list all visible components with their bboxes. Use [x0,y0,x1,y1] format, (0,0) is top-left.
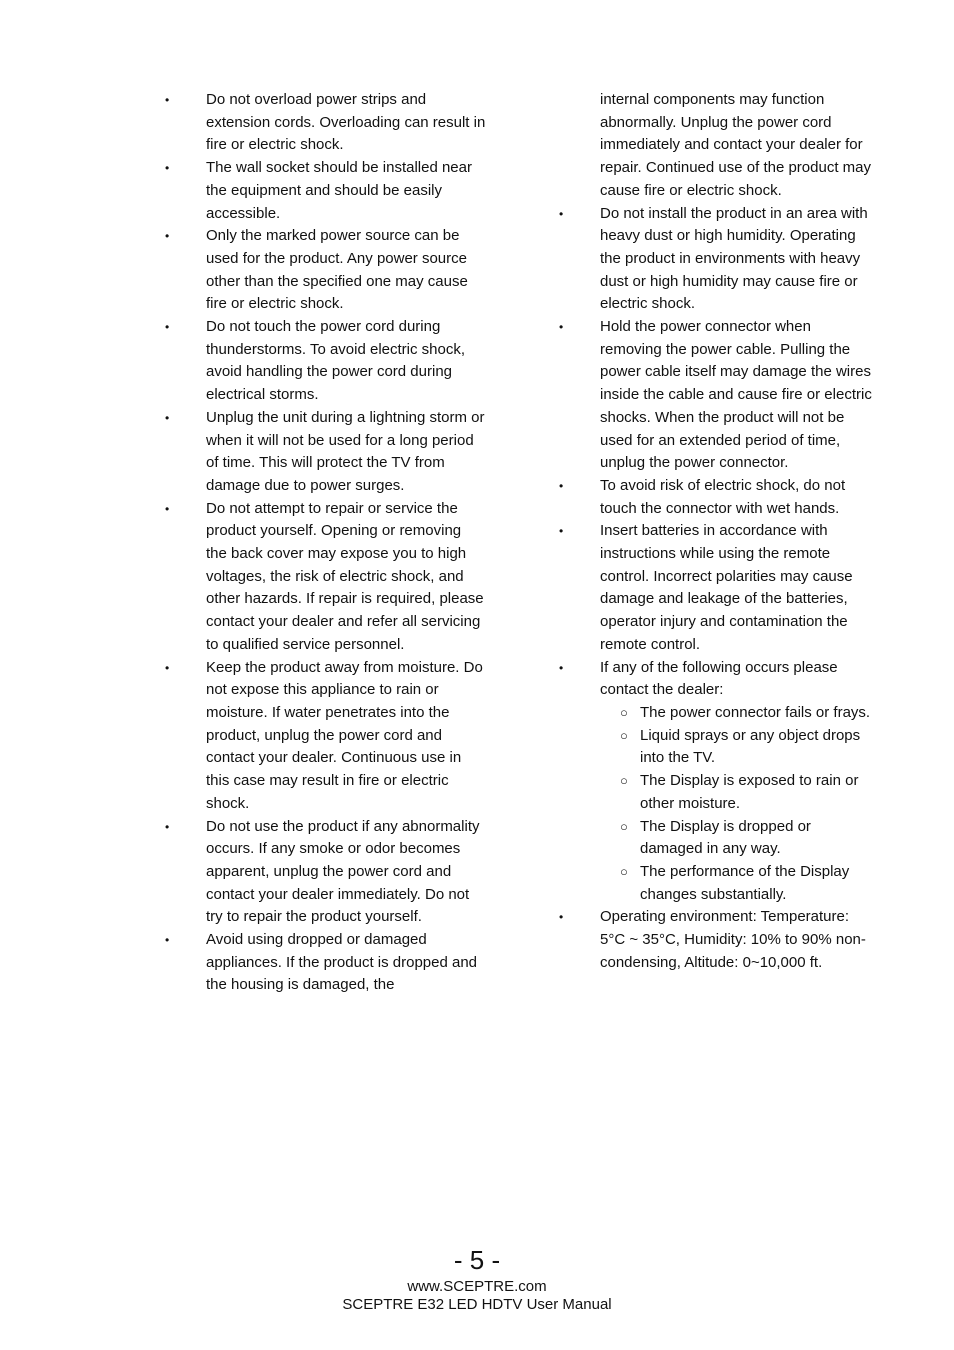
bullet-icon: • [559,910,564,925]
right-column [558,89,876,974]
list-item: • Do not touch the power cord during thunderstorms. To avoid electric shock, avoid handling the power cord during electrical storms. [165,318,466,404]
safety-list-right [558,89,876,702]
bullet-icon: • [165,501,170,516]
page-number: - 5 - [453,1245,501,1275]
bullet-icon: • [165,410,170,425]
safety-list-left [164,89,486,997]
bullet-icon: • [559,524,564,539]
list-item: • Only the marked power source can be used for the product. Any power source other than the specified one may cause fire or electric shock. [165,227,468,313]
sub-list-item: ○ The performance of the Display changes substantially. [620,862,850,903]
sub-list-item: ○ The Display is dropped or damaged in any way. [620,817,811,858]
bullet-icon: • [559,206,564,221]
website-url: www.SCEPTRE.com [407,1278,547,1295]
list-item: • Operating environment: Temperature: 5°C ~ 35°C, Humidity: 10% to 90% non-condensing, Altitude: 0~10,000 ft. [559,908,866,971]
dealer-conditions-list [558,702,876,906]
bullet-icon: • [165,320,170,335]
bullet-icon: • [165,933,170,948]
bullet-icon: • [165,819,170,834]
safety-list-right-end [558,906,876,974]
bullet-icon: • [165,229,170,244]
list-item: • Insert batteries in accordance with instructions while using the remote control. Incorrect polarities may cause damage and leakage of the batteries, operator injury and contamination the remote control. [559,522,853,653]
list-item: • Keep the product away from moisture. Do not expose this appliance to rain or moisture. If water penetrates into the product, unplug the power cord and contact your dealer. Continuous use in this case may result in fire or electric shock. [165,658,483,812]
bullet-icon: • [165,93,170,107]
list-item: • Do not attempt to repair or service the product yourself. Opening or removing the back cover may expose you to high voltages, the risk of electric shock, and other hazards. If repair is required, please contact your dealer and refer all servicing to qualified service personnel. [165,499,484,653]
list-item: • Unplug the unit during a lightning storm or when it will not be used for a long period of time. This will protect the TV from damage due to power surges. [165,408,485,494]
bullet-icon: • [559,478,564,493]
left-column [164,89,486,997]
bullet-icon: • [165,660,170,675]
circle-bullet-icon: ○ [620,704,628,720]
list-item: • The wall socket should be installed near the equipment and should be easily accessible. [165,159,472,222]
list-item: • Do not install the product in an area with heavy dust or high humidity. Operating the product in environments with heavy dust or high humidity may cause fire or electric shock. [559,204,868,313]
sub-list-item: ○ The Display is exposed to rain or other moisture. [620,772,859,812]
circle-bullet-icon: ○ [620,818,628,834]
list-item: • Do not overload power strips and extension cords. Overloading can result in fire or electric shock. [165,91,486,154]
circle-bullet-icon: ○ [620,773,628,789]
list-item: • Do not use the product if any abnormality occurs. If any smoke or odor becomes apparent, unplug the power cord and contact your dealer immediately. Do not try to repair the product yourself. [165,817,480,926]
list-item-continuation: internal components may function abnormally. Unplug the power cord immediately and contact your dealer for repair. Continued use of the product may cause fire or electric shock. [600,91,871,199]
bullet-icon: • [165,161,170,176]
list-item: • Avoid using dropped or damaged appliances. If the product is dropped and the housing is damaged, the [165,931,478,994]
list-item: • If any of the following occurs please contact the dealer: [559,658,838,699]
circle-bullet-icon: ○ [620,863,628,879]
bullet-icon: • [559,660,564,675]
list-item: • Hold the power connector when removing the power cable. Pulling the power cable itself may damage the wires inside the cable and cause fire or electric shocks. When the product will not be used for an extended period of time, unplug the power connector. [559,318,872,472]
sub-list-item: ○ The power connector fails or frays. [558,702,876,725]
bullet-icon: • [559,320,564,335]
circle-bullet-icon: ○ [620,727,628,743]
list-item: • To avoid risk of electric shock, do not touch the connector with wet hands. [559,476,846,517]
sub-list-item: ○ Liquid sprays or any object drops into the TV. [620,726,861,767]
manual-title: SCEPTRE E32 LED HDTV User Manual [342,1296,612,1313]
